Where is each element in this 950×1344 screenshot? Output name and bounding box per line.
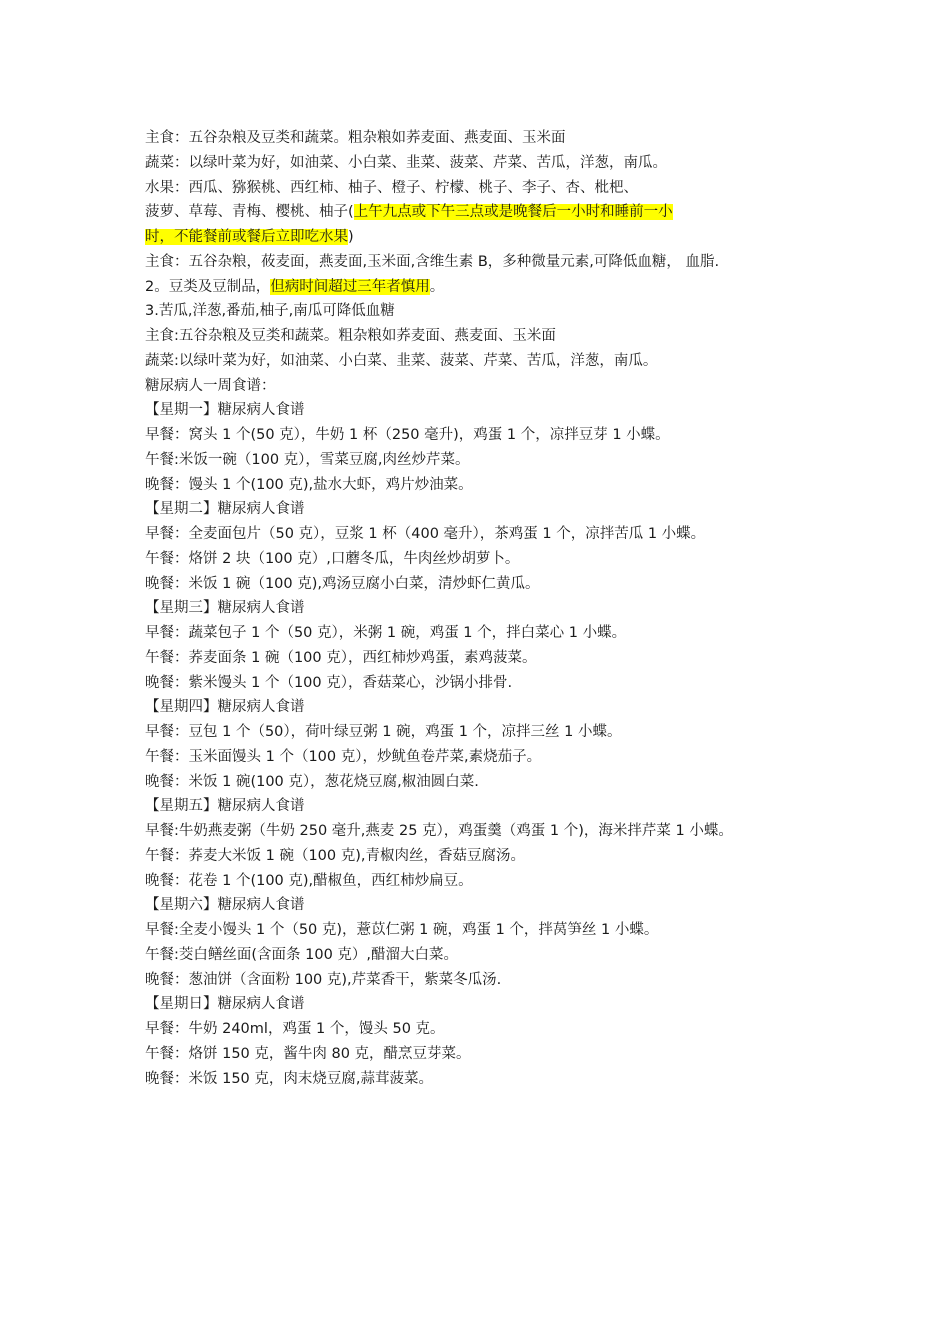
meal-line: 晚餐：馒头 1 个(100 克),盐水大虾，鸡片炒油菜。 [145, 476, 473, 493]
highlighted-text: 上午九点或下午三点或是晚餐后一小时和睡前一小 [353, 204, 673, 221]
day-heading: 【星期二】糖尿病人食谱 [145, 501, 305, 518]
text-line: 菠萝、草莓、青梅、樱桃、柚子(上午九点或下午三点或是晚餐后一小时和睡前一小 [145, 204, 673, 221]
day-heading: 【星期六】糖尿病人食谱 [145, 897, 305, 914]
meal-line: 午餐:茭白鳝丝面(含面条 100 克）,醋溜大白菜。 [145, 946, 459, 963]
day-heading: 【星期五】糖尿病人食谱 [145, 798, 305, 815]
text-line: 主食：五谷杂粮及豆类和蔬菜。粗杂粮如荞麦面、燕麦面、玉米面 [145, 130, 566, 146]
section-heading: 糖尿病人一周食谱： [145, 377, 276, 394]
meal-line: 午餐：荞麦面条 1 碗（100 克），西红柿炒鸡蛋，素鸡菠菜。 [145, 649, 537, 666]
meal-line: 早餐：豆包 1 个（50），荷叶绿豆粥 1 碗，鸡蛋 1 个，凉拌三丝 1 小蝶。 [145, 724, 622, 740]
meal-line: 早餐:全麦小馒头 1 个（50 克)，薏苡仁粥 1 碗，鸡蛋 1 个，拌莴笋丝 1 小蝶。 [145, 922, 659, 938]
meal-line: 晚餐：紫米馒头 1 个（100 克），香菇菜心，沙锅小排骨. [145, 674, 513, 691]
highlighted-text: 但病时间超过三年者慎用 [270, 278, 430, 295]
document-body [145, 126, 815, 1091]
text-line: 水果：西瓜、猕猴桃、西红柿、柚子、橙子、柠檬、桃子、李子、杏、枇杷、 [145, 179, 638, 196]
text-line: 3.苦瓜,洋葱,番茄,柚子,南瓜可降低血糖 [145, 303, 395, 320]
meal-line: 早餐：牛奶 240ml，鸡蛋 1 个，馒头 50 克。 [145, 1021, 445, 1037]
text-line: 蔬菜：以绿叶菜为好，如油菜、小白菜、韭菜、菠菜、芹菜、苦瓜，洋葱，南瓜。 [145, 154, 667, 171]
text-line: 2。豆类及豆制品，但病时间超过三年者慎用。 [145, 278, 445, 295]
meal-line: 晚餐：米饭 150 克，肉末烧豆腐,蒜茸菠菜。 [145, 1070, 434, 1087]
meal-line: 晚餐：花卷 1 个(100 克),醋椒鱼，西红柿炒扁豆。 [145, 872, 473, 889]
meal-line: 午餐：荞麦大米饭 1 碗（100 克),青椒肉丝，香菇豆腐汤。 [145, 847, 525, 864]
day-heading: 【星期四】糖尿病人食谱 [145, 699, 305, 716]
text-line: 蔬菜:以绿叶菜为好，如油菜、小白菜、韭菜、菠菜、芹菜、苦瓜，洋葱，南瓜。 [145, 352, 658, 369]
day-heading: 【星期一】糖尿病人食谱 [145, 402, 305, 419]
meal-line: 午餐：玉米面馒头 1 个（100 克），炒鱿鱼卷芹菜,素烧茄子。 [145, 748, 542, 765]
text-line: 时，不能餐前或餐后立即吃水果) [145, 229, 354, 245]
meal-line: 午餐:米饭一碗（100 克），雪菜豆腐,肉丝炒芹菜。 [145, 451, 470, 468]
day-heading: 【星期日】糖尿病人食谱 [145, 996, 305, 1013]
meal-line: 午餐：烙饼 2 块（100 克）,口蘑冬瓜，牛肉丝炒胡萝卜。 [145, 550, 520, 567]
meal-line: 晚餐：米饭 1 碗(100 克），葱花烧豆腐,椒油圆白菜. [145, 773, 479, 790]
meal-line: 晚餐：米饭 1 碗（100 克),鸡汤豆腐小白菜，清炒虾仁黄瓜。 [145, 575, 540, 592]
meal-line: 午餐：烙饼 150 克，酱牛肉 80 克，醋烹豆芽菜。 [145, 1045, 471, 1062]
highlighted-text: 时，不能餐前或餐后立即吃水果 [145, 229, 348, 245]
meal-line: 早餐:牛奶燕麦粥（牛奶 250 毫升,燕麦 25 克），鸡蛋羹（鸡蛋 1 个)，海米拌芹菜 1 小蝶。 [145, 823, 733, 839]
meal-line: 早餐：蔬菜包子 1 个（50 克），米粥 1 碗，鸡蛋 1 个，拌白菜心 1 小蝶。 [145, 625, 627, 641]
meal-line: 早餐：全麦面包片（50 克），豆浆 1 杯（400 毫升），茶鸡蛋 1 个，凉拌苦瓜 1 小蝶。 [145, 526, 706, 542]
meal-line: 晚餐：葱油饼（含面粉 100 克),芹菜香干，紫菜冬瓜汤. [145, 971, 502, 988]
meal-line: 早餐：窝头 1 个(50 克），牛奶 1 杯（250 毫升)，鸡蛋 1 个，凉拌豆芽 1 小蝶。 [145, 427, 670, 443]
text-line: 主食:五谷杂粮及豆类和蔬菜。粗杂粮如荞麦面、燕麦面、玉米面 [145, 328, 556, 344]
day-heading: 【星期三】糖尿病人食谱 [145, 600, 305, 617]
text-line: 主食：五谷杂粮，莜麦面，燕麦面,玉米面,含维生素 B，多种微量元素,可降低血糖， 血脂. [145, 253, 720, 270]
